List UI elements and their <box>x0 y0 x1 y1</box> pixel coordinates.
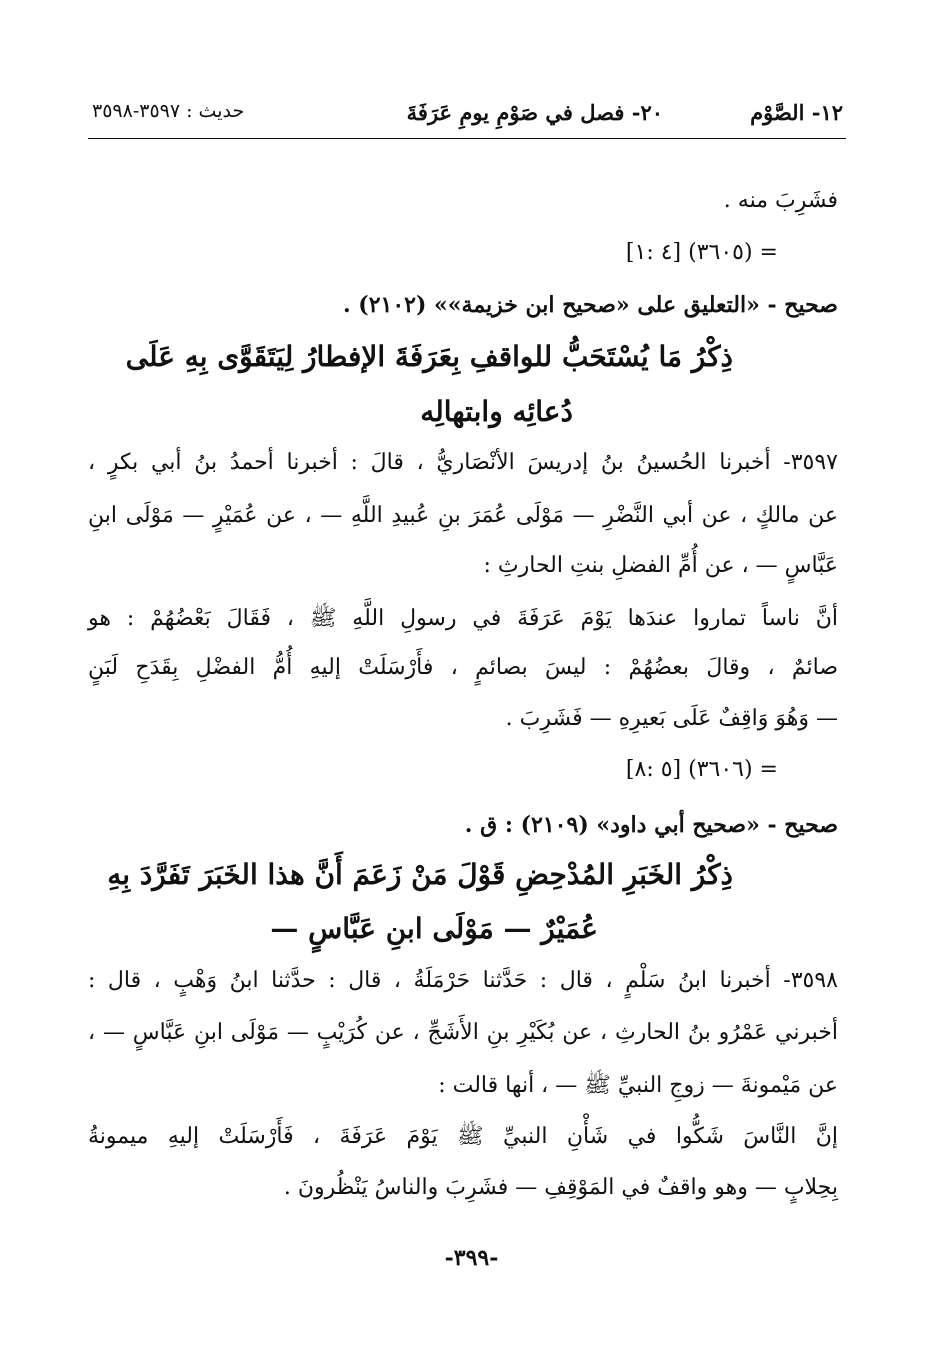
text-line: فشَرِبَ منه . <box>723 188 838 213</box>
hadith-text: بِحِلابٍ — وهو واقفٌ في المَوْقِفِ — فشَرِبَ والناسُ يَنْظُرونَ . <box>283 1175 838 1200</box>
hadith-text: عَبَّاسٍ — ، عن أُمِّ الفضلِ بنتِ الحارثِ : <box>483 553 838 578</box>
chapter-title: ١٢- الصَّوْم <box>750 100 843 125</box>
hadith-text: إنَّ النَّاسَ شَكُّوا في شَأْنِ النبيِّ ﷺ يَوْمَ عَرَفَةَ ، فَأَرْسَلَتْ إليهِ ميمونةُ <box>88 1124 838 1149</box>
authenticity-grade: صحيح - «التعليق على «صحيح ابن خزيمة»» (٢١٠٢) . <box>342 292 838 318</box>
cross-reference: = (٣٦٠٦) [٥ :٨] <box>625 757 778 782</box>
hadith-text: صائمٌ ، وقالَ بعضُهُمْ : ليسَ بصائمٍ ، فأَرْسَلَتْ إليهِ أُمُّ الفضْلِ بِقَدَحِ لَبَنٍ <box>88 655 838 680</box>
hadith-text: أخبرني عَمْرُو بنُ الحارثِ ، عن بُكَيْرِ بنِ الأَشَجِّ ، عن كُرَيْبٍ — مَوْلَى ابنِ عَبَّاسٍ — ، <box>88 1020 838 1045</box>
cross-reference: = (٣٦٠٥) [٤ :١] <box>625 240 778 265</box>
chapter-heading-cont: دُعائِه وابتهالِه <box>420 395 573 428</box>
hadith-text: — وَهُوَ وَاقِفٌ عَلَى بَعيرِهِ — فَشَرِبَ . <box>505 706 838 731</box>
hadith-range: حديث : ٣٥٩٧-٣٥٩٨ <box>92 100 245 122</box>
hadith-text: عن مَيْمونةَ — زوجِ النبيِّ ﷺ — ، أنها قالت : <box>438 1073 838 1098</box>
hadith-text: أنَّ ناساً تماروا عندَها يَوْمَ عَرَفَةَ في رسولِ اللَّهِ ﷺ ، فَقَالَ بَعْضُهُمْ : هو <box>88 606 838 631</box>
hadith-text: عن مالكٍ ، عن أبي النَّضْرِ — مَوْلَى عُمَرَ بنِ عُبيدِ اللَّهِ — ، عن عُمَيْرٍ — مَوْلَى ابنِ <box>88 503 838 528</box>
chapter-heading: ذِكْرُ مَا يُسْتَحَبُّ للواقفِ بِعَرَفَةَ الإفطارُ لِيَتَقَوَّى بِهِ عَلَى <box>125 340 733 373</box>
authenticity-grade: صحيح - «صحيح أبي داود» (٢١٠٩) : ق . <box>464 812 838 838</box>
section-title: ٢٠- فصل في صَوْمِ يومِ عَرَفَةَ <box>406 100 663 125</box>
chapter-heading: ذِكْرُ الخَبَرِ المُدْحِضِ قَوْلَ مَنْ زَعَمَ أَنَّ هذا الخَبَرَ تَفَرَّدَ بِهِ <box>107 858 733 891</box>
page-number: -٣٩٩- <box>444 1245 499 1271</box>
chapter-heading-cont: عُمَيْرٌ — مَوْلَى ابنِ عَبَّاسٍ — <box>270 912 598 945</box>
hadith-text: ٣٥٩٧- أخبرنا الحُسينُ بنُ إدريسَ الأنْصَاريُّ ، قالَ : أخبرنا أحمدُ بنُ أبي بكرٍ ، <box>88 450 838 475</box>
header-rule <box>88 138 846 139</box>
hadith-text: ٣٥٩٨- أخبرنا ابنُ سَلْمٍ ، قال : حَدَّثنا حَرْمَلَةُ ، قال : حدَّثنا ابنُ وَهْبٍ ، قال : <box>88 968 838 993</box>
